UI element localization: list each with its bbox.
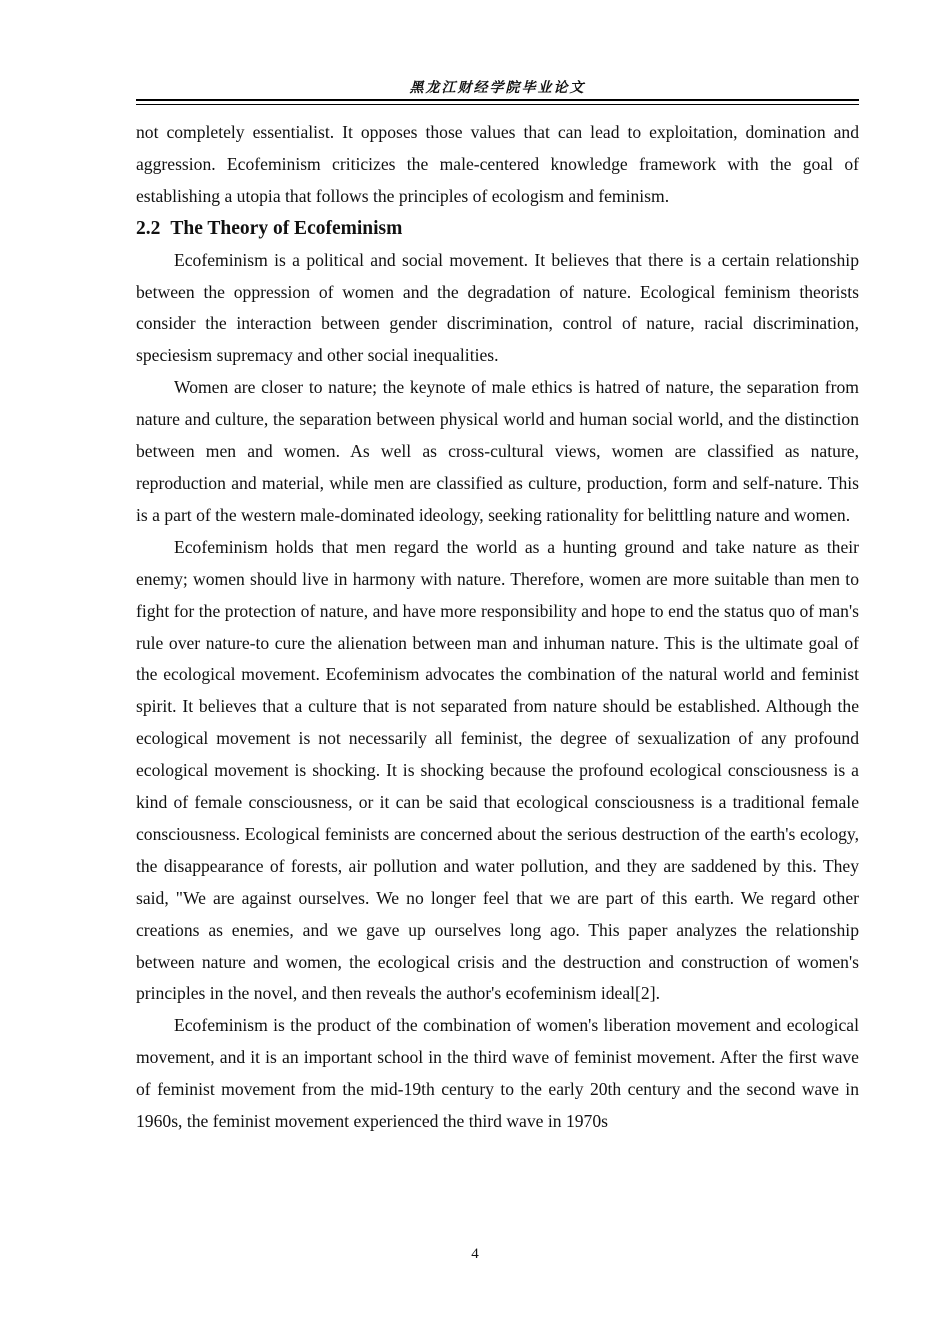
header-rule-thick [136, 99, 859, 101]
section-heading [136, 213, 859, 245]
paragraph: Ecofeminism is a political and social movement. It believes that there is a certain relationship between the oppression of women and the degradation of nature. Ecological feminism theorists consider the interaction between gender discrimination, control of nature, racial discrimination, speciesism supremacy and other social inequalities. [136, 249, 859, 366]
section-title: The Theory of Ecofeminism [170, 217, 403, 239]
header-rule-thin [136, 104, 859, 105]
running-header-title: 黑龙江财经学院毕业论文 [409, 80, 586, 96]
paragraph-continued: not completely essentialist. It opposes those values that can lead to exploitation, domination and aggression. Ecofeminism criticizes the male-centered knowledge framework with the goal of establishing a utopia that follows the principles of ecologism and feminism. [136, 122, 859, 206]
page-body [136, 117, 859, 1138]
paragraph: Ecofeminism is the product of the combination of women's liberation movement and ecological movement, and it is an important school in the third wave of feminist movement. After the first wave of feminist movement from the mid-19th century to the early 20th century and the second wave in 1960s, the feminist movement experienced the third wave in 1970s [136, 1015, 859, 1132]
paragraph: Women are closer to nature; the keynote of male ethics is hatred of nature, the separation from nature and culture, the separation between physical world and human social world, and the distinction between men and women. As well as cross-cultural views, women are classified as nature, reproduction and material, while men are classified as culture, production, form and self-nature. This is a part of the western male-dominated ideology, seeking rationality for belittling nature and women. [136, 377, 859, 525]
section-number: 2.2 [136, 217, 161, 239]
paragraph: Ecofeminism holds that men regard the world as a hunting ground and take nature as their enemy; women should live in harmony with nature. Therefore, women are more suitable than men to fight for the protection of nature, and have more responsibility and hope to end the status quo of man's rule over nature-to cure the alienation between man and inhuman nature. This is the ultimate goal of the ecological movement. Ecofeminism advocates the combination of the natural world and feminist spirit. It believes that a culture that is not separated from nature should be established. Although the ecological movement is not necessarily all feminist, the degree of sexualization of any profound ecological movement is shocking. It is shocking because the profound ecological consciousness is a kind of female consciousness, or it can be said that ecological consciousness is a traditional female consciousness. Ecological feminists are concerned about the serious destruction of the earth's ecology, the disappearance of forests, air pollution and water pollution, and they are saddened by this. They said, "We are against ourselves. We no longer feel that we are part of this earth. We regard other creations as enemies, and we gave up ourselves long ago. This paper analyzes the relationship between nature and women, the ecological crisis and the destruction and construction of women's principles in the novel, and then reveals the author's ecofeminism ideal[2]. [136, 536, 859, 1004]
page-number: 4 [471, 1246, 479, 1262]
